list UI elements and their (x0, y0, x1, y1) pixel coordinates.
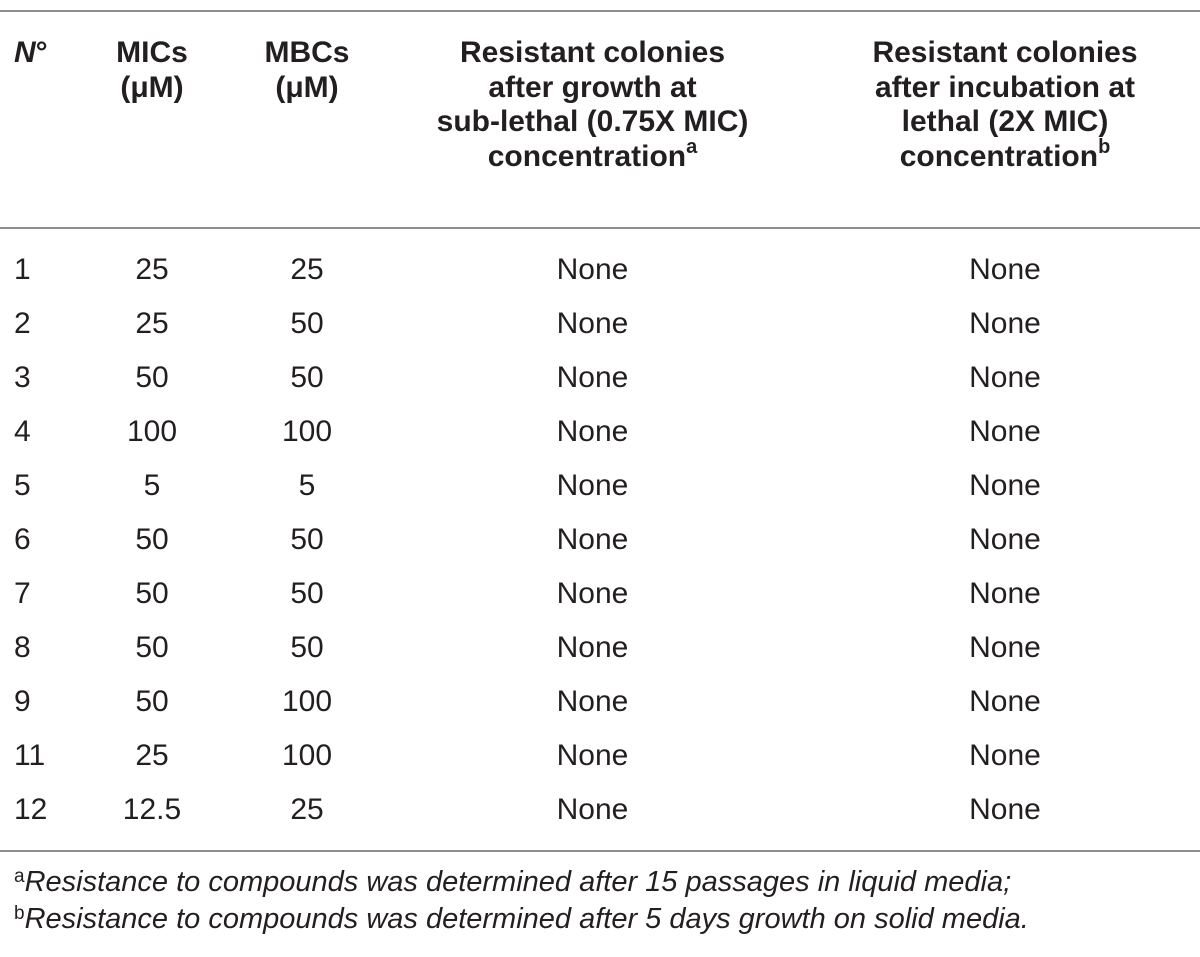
table-row (0, 783, 1200, 837)
table-row (0, 729, 1200, 783)
header-divider-rule (0, 227, 1200, 229)
cell-mic: 50 (135, 631, 169, 664)
table-top-rule (0, 10, 1200, 12)
cell-number: 4 (14, 415, 31, 448)
cell-lethal: None (969, 469, 1041, 502)
header-mbcs-line1: MBCs (264, 36, 350, 69)
cell-mic: 25 (135, 253, 169, 286)
header-mics-line2: (μM) (120, 70, 184, 104)
header-mbcs-line2: (μM) (275, 70, 339, 104)
cell-mic: 25 (135, 739, 169, 772)
cell-mic: 5 (143, 469, 161, 502)
cell-lethal: None (969, 685, 1041, 718)
cell-lethal: None (969, 523, 1041, 556)
cell-mbc: 100 (281, 739, 333, 772)
cell-mbc: 50 (290, 523, 324, 556)
table-row (0, 459, 1200, 513)
cell-mbc: 25 (290, 793, 324, 826)
header-number-letter: N (14, 36, 36, 69)
header-mics-line1: MICs (116, 36, 188, 69)
header-mics (92, 36, 212, 105)
cell-mbc: 50 (290, 361, 324, 394)
header-lethal-line4 (850, 135, 1160, 175)
footnote-b-marker: b (14, 903, 25, 925)
cell-sublethal: None (556, 307, 629, 340)
cell-sublethal: None (556, 253, 629, 286)
cell-mbc: 25 (290, 253, 324, 286)
table-row (0, 567, 1200, 621)
table-row (0, 675, 1200, 729)
header-sublethal-line4 (425, 135, 760, 175)
cell-mic: 50 (135, 685, 169, 718)
cell-lethal: None (969, 631, 1041, 664)
header-sublethal-line1: Resistant colonies (459, 36, 726, 69)
cell-mic: 12.5 (122, 793, 182, 826)
footnote-b-text: Resistance to compounds was determined after 5 days growth on solid media. (24, 903, 1029, 935)
cell-number: 11 (14, 739, 46, 772)
header-number (14, 36, 48, 71)
footnote-mark-a: a (686, 135, 698, 158)
table-row (0, 243, 1200, 297)
cell-lethal: None (969, 739, 1041, 772)
table-bottom-rule (0, 850, 1200, 852)
footnote-a (14, 864, 1194, 901)
table-row (0, 405, 1200, 459)
cell-number: 3 (14, 361, 31, 394)
cell-lethal: None (969, 361, 1041, 394)
footnote-b (14, 901, 1194, 938)
header-lethal-line2: after incubation at (874, 70, 1136, 104)
cell-mic: 50 (135, 523, 169, 556)
cell-sublethal: None (556, 523, 629, 556)
cell-number: 6 (14, 523, 31, 556)
cell-mbc: 50 (290, 577, 324, 610)
cell-mic: 50 (135, 361, 169, 394)
footnote-a-text: Resistance to compounds was determined after 15 passages in liquid media; (24, 866, 1012, 898)
cell-lethal: None (969, 307, 1041, 340)
header-lethal-line1: Resistant colonies (872, 36, 1138, 69)
cell-lethal: None (969, 793, 1041, 826)
cell-lethal: None (969, 577, 1041, 610)
cell-mic: 50 (135, 577, 169, 610)
table-row (0, 513, 1200, 567)
cell-number: 12 (14, 793, 48, 826)
table-row (0, 351, 1200, 405)
cell-number: 5 (14, 469, 31, 502)
cell-lethal: None (969, 415, 1041, 448)
footnote-mark-b: b (1098, 135, 1111, 158)
cell-number: 2 (14, 307, 31, 340)
header-lethal-line3: lethal (2X MIC) (901, 105, 1109, 138)
footnote-a-marker: a (14, 866, 25, 888)
cell-number: 8 (14, 631, 31, 664)
header-lethal (850, 36, 1160, 174)
table-header (0, 36, 1200, 216)
header-sublethal-concentration: concentration (487, 139, 687, 173)
cell-number: 1 (14, 253, 31, 286)
cell-mbc: 50 (290, 631, 324, 664)
cell-sublethal: None (556, 577, 629, 610)
cell-mic: 25 (135, 307, 169, 340)
cell-sublethal: None (556, 415, 629, 448)
cell-sublethal: None (556, 685, 629, 718)
cell-mbc: 50 (290, 307, 324, 340)
header-number-degree: ° (35, 36, 48, 69)
cell-mbc: 5 (298, 469, 316, 502)
cell-mbc: 100 (281, 685, 333, 718)
header-mbcs (237, 36, 377, 105)
header-sublethal (425, 36, 760, 174)
cell-sublethal: None (556, 631, 629, 664)
header-lethal-concentration: concentration (899, 139, 1099, 173)
cell-sublethal: None (556, 469, 629, 502)
header-sublethal-line3: sub-lethal (0.75X MIC) (436, 105, 749, 138)
cell-sublethal: None (556, 739, 629, 772)
cell-lethal: None (969, 253, 1041, 286)
cell-mbc: 100 (281, 415, 333, 448)
cell-mic: 100 (126, 415, 178, 448)
cell-number: 7 (14, 577, 31, 610)
table-row (0, 621, 1200, 675)
cell-sublethal: None (556, 361, 629, 394)
cell-number: 9 (14, 685, 31, 718)
cell-sublethal: None (556, 793, 629, 826)
header-sublethal-line2: after growth at (488, 70, 697, 104)
table-footnotes (14, 864, 1194, 938)
table-row (0, 297, 1200, 351)
